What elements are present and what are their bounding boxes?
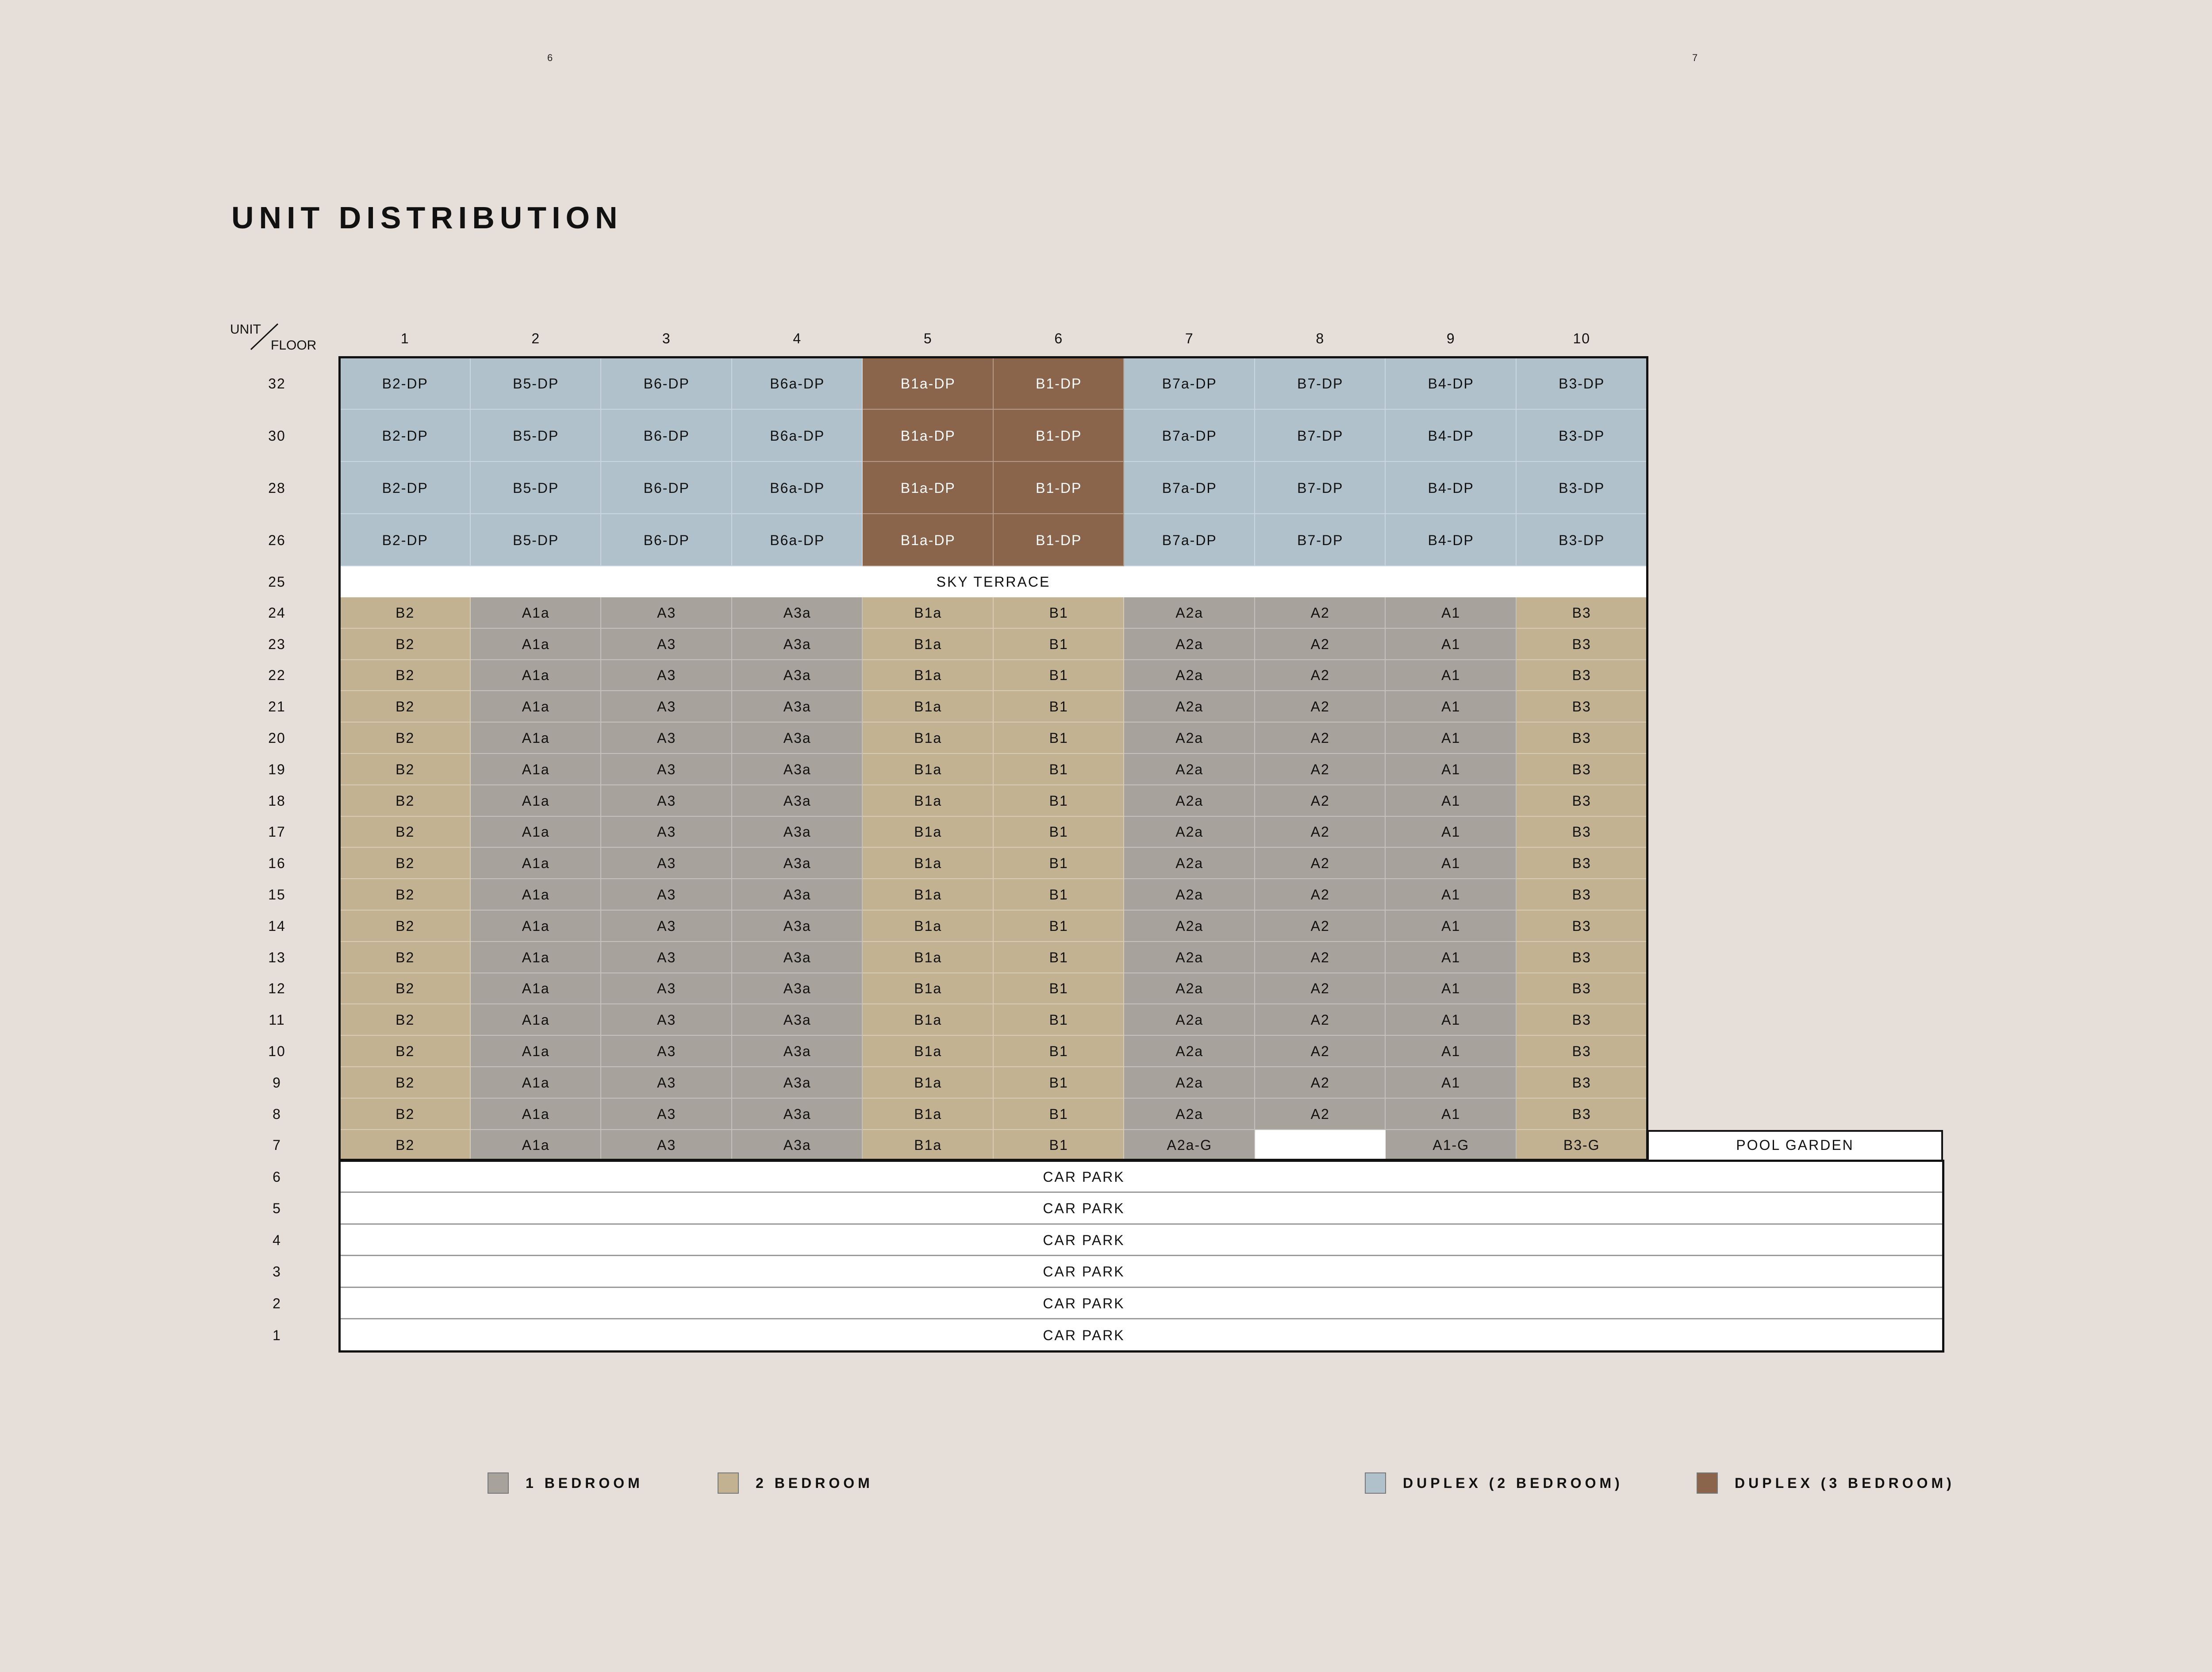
unit-label: A3a bbox=[783, 918, 811, 934]
column-header-4: 4 bbox=[793, 330, 802, 346]
unit-label: B5-DP bbox=[513, 375, 559, 392]
unit-label: A1a bbox=[522, 1106, 550, 1122]
unit-label: A3a bbox=[783, 824, 811, 840]
unit-label: B3 bbox=[1572, 887, 1591, 903]
unit-label: B1a bbox=[914, 761, 942, 777]
corner-unit-label: UNIT bbox=[230, 322, 261, 337]
floor-label-30: 30 bbox=[268, 427, 286, 444]
unit-label: B5-DP bbox=[513, 532, 559, 548]
unit-label: B3 bbox=[1572, 1012, 1591, 1028]
unit-label: A3 bbox=[657, 887, 676, 903]
page-number-right: 7 bbox=[1692, 52, 1698, 63]
unit-label: A1 bbox=[1441, 761, 1461, 777]
floor-label-9: 9 bbox=[273, 1074, 281, 1091]
unit-label: A2 bbox=[1310, 699, 1330, 715]
unit-label: A3a bbox=[783, 855, 811, 872]
unit-label: A2a bbox=[1175, 1043, 1204, 1060]
unit-label: B3 bbox=[1572, 1074, 1591, 1091]
unit-label: A3a bbox=[783, 1012, 811, 1028]
pool-garden-label: POOL GARDEN bbox=[1736, 1137, 1854, 1153]
car-park-label: CAR PARK bbox=[1043, 1232, 1125, 1248]
unit-label: B1a bbox=[914, 855, 942, 872]
unit-label: A2 bbox=[1310, 980, 1330, 997]
unit-label: A2a bbox=[1175, 792, 1204, 809]
unit-label: B1 bbox=[1049, 667, 1068, 684]
unit-label: B1a bbox=[914, 887, 942, 903]
unit-label: B2 bbox=[396, 792, 415, 809]
unit-label: B3 bbox=[1572, 1106, 1591, 1122]
page-number-left: 6 bbox=[547, 52, 553, 63]
unit-label: A1 bbox=[1441, 887, 1461, 903]
unit-label: B3-DP bbox=[1559, 427, 1605, 444]
unit-label: A2a bbox=[1175, 887, 1204, 903]
unit-label: A3a bbox=[783, 667, 811, 684]
unit-label: B7-DP bbox=[1297, 532, 1344, 548]
unit-label: B4-DP bbox=[1428, 480, 1474, 496]
unit-label: B2-DP bbox=[382, 480, 428, 496]
unit-label: B1 bbox=[1049, 1074, 1068, 1091]
unit-label: A3 bbox=[657, 604, 676, 621]
unit-label: A1a bbox=[522, 792, 550, 809]
unit-label: B2 bbox=[396, 980, 415, 997]
unit-label: B1a bbox=[914, 667, 942, 684]
unit-label: B2 bbox=[396, 949, 415, 965]
unit-label: A1a bbox=[522, 761, 550, 777]
unit-label: B1a bbox=[914, 1137, 942, 1153]
unit-label: B6-DP bbox=[643, 480, 690, 496]
unit-label: A1 bbox=[1441, 667, 1461, 684]
unit-label: A3 bbox=[657, 730, 676, 746]
unit-label: B7-DP bbox=[1297, 427, 1344, 444]
floor-label-24: 24 bbox=[268, 604, 286, 621]
unit-label: B7-DP bbox=[1297, 480, 1344, 496]
car-park-label: CAR PARK bbox=[1043, 1264, 1125, 1280]
unit-label: B6a-DP bbox=[770, 532, 825, 548]
unit-label: A3 bbox=[657, 1137, 676, 1153]
unit-label: A2 bbox=[1310, 887, 1330, 903]
floor-label-20: 20 bbox=[268, 730, 286, 746]
floor-label-4: 4 bbox=[273, 1232, 281, 1248]
unit-label: B1 bbox=[1049, 730, 1068, 746]
unit-label: A3a bbox=[783, 980, 811, 997]
car-park-label: CAR PARK bbox=[1043, 1327, 1125, 1343]
unit-label: B7a-DP bbox=[1162, 375, 1217, 392]
column-header-1: 1 bbox=[400, 330, 410, 346]
legend-label: 1 BEDROOM bbox=[526, 1475, 643, 1491]
legend-swatch bbox=[488, 1472, 509, 1494]
floor-label-19: 19 bbox=[268, 761, 286, 777]
unit-label: A2a bbox=[1175, 699, 1204, 715]
column-header-10: 10 bbox=[1573, 330, 1591, 346]
unit-label: A1 bbox=[1441, 824, 1461, 840]
unit-label: B3 bbox=[1572, 761, 1591, 777]
unit-label: B1 bbox=[1049, 792, 1068, 809]
unit-label: A2 bbox=[1310, 918, 1330, 934]
unit-label: A3a bbox=[783, 1074, 811, 1091]
legend-label: DUPLEX (2 BEDROOM) bbox=[1403, 1475, 1623, 1491]
unit-label: B3 bbox=[1572, 730, 1591, 746]
unit-label: A3 bbox=[657, 792, 676, 809]
unit-label: A3a bbox=[783, 887, 811, 903]
unit-label: B2-DP bbox=[382, 532, 428, 548]
unit-label: B1 bbox=[1049, 699, 1068, 715]
unit-label: B3-DP bbox=[1559, 532, 1605, 548]
unit-label: A3a bbox=[783, 1106, 811, 1122]
floor-label-10: 10 bbox=[268, 1043, 286, 1060]
unit-label: B1 bbox=[1049, 604, 1068, 621]
floor-label-11: 11 bbox=[269, 1012, 285, 1028]
unit-label: B1a bbox=[914, 949, 942, 965]
unit-label: A1a bbox=[522, 1043, 550, 1060]
unit-label: A3 bbox=[657, 636, 676, 652]
column-header-3: 3 bbox=[662, 330, 671, 346]
unit-label: A2a bbox=[1175, 604, 1204, 621]
unit-label: B6a-DP bbox=[770, 427, 825, 444]
unit-label: B2 bbox=[396, 667, 415, 684]
floor-label-18: 18 bbox=[268, 792, 286, 809]
floor-label-14: 14 bbox=[268, 918, 286, 934]
unit-label: A3 bbox=[657, 761, 676, 777]
unit-label: A2 bbox=[1310, 1074, 1330, 1091]
floor-label-13: 13 bbox=[268, 949, 286, 965]
unit-label: B3 bbox=[1572, 949, 1591, 965]
car-park-label: CAR PARK bbox=[1043, 1168, 1125, 1185]
unit-label: B1-DP bbox=[1036, 375, 1082, 392]
unit-label: A1a bbox=[522, 918, 550, 934]
unit-label: B3 bbox=[1572, 667, 1591, 684]
unit-label: B2 bbox=[396, 1106, 415, 1122]
unit-label: A2a bbox=[1175, 855, 1204, 872]
legend-item bbox=[488, 1472, 643, 1494]
unit-label: B1 bbox=[1049, 761, 1068, 777]
unit-label: B1 bbox=[1049, 1137, 1068, 1153]
unit-label: B4-DP bbox=[1428, 375, 1474, 392]
column-header-2: 2 bbox=[531, 330, 541, 346]
sky-terrace-label: SKY TERRACE bbox=[936, 573, 1051, 590]
unit-label: A3 bbox=[657, 667, 676, 684]
unit-label: A3 bbox=[657, 824, 676, 840]
unit-label: A2a bbox=[1175, 949, 1204, 965]
unit-label: A2a bbox=[1175, 1012, 1204, 1028]
unit-label: A2a bbox=[1175, 980, 1204, 997]
car-park-label: CAR PARK bbox=[1043, 1200, 1125, 1217]
unit-label: B1a bbox=[914, 636, 942, 652]
unit-label: B2 bbox=[396, 1012, 415, 1028]
unit-label: B1-DP bbox=[1036, 427, 1082, 444]
legend-swatch bbox=[1697, 1472, 1718, 1494]
unit-label: B1 bbox=[1049, 887, 1068, 903]
unit-label: A1 bbox=[1441, 1074, 1461, 1091]
unit-label: A2 bbox=[1310, 855, 1330, 872]
floor-label-28: 28 bbox=[268, 480, 286, 496]
unit-label: B2 bbox=[396, 604, 415, 621]
floor-label-15: 15 bbox=[268, 887, 286, 903]
unit-label: B3-G bbox=[1563, 1137, 1600, 1153]
unit-label: B1a bbox=[914, 1043, 942, 1060]
unit-label: A2 bbox=[1310, 667, 1330, 684]
unit-label: B1a bbox=[914, 1074, 942, 1091]
column-header-8: 8 bbox=[1316, 330, 1325, 346]
unit-label: A1 bbox=[1441, 730, 1461, 746]
unit-label: A1a bbox=[522, 699, 550, 715]
unit-label: A1a bbox=[522, 730, 550, 746]
unit-label: B2 bbox=[396, 855, 415, 872]
unit-label: A1a bbox=[522, 667, 550, 684]
unit-label: A1 bbox=[1441, 1012, 1461, 1028]
legend-swatch bbox=[1365, 1472, 1386, 1494]
unit-label: B1 bbox=[1049, 824, 1068, 840]
column-header-6: 6 bbox=[1054, 330, 1064, 346]
unit-label: B1 bbox=[1049, 980, 1068, 997]
unit-label: A2a bbox=[1175, 761, 1204, 777]
unit-label: A1 bbox=[1441, 604, 1461, 621]
floor-label-26: 26 bbox=[268, 532, 286, 548]
unit-label: A1 bbox=[1441, 636, 1461, 652]
unit-label: B1 bbox=[1049, 1043, 1068, 1060]
unit-label: A3a bbox=[783, 699, 811, 715]
unit-label: B2 bbox=[396, 1074, 415, 1091]
floor-label-25: 25 bbox=[268, 573, 286, 590]
unit-label: A2 bbox=[1310, 824, 1330, 840]
unit-label: A3a bbox=[783, 1043, 811, 1060]
unit-label: A1 bbox=[1441, 855, 1461, 872]
unit-label: B3-DP bbox=[1559, 480, 1605, 496]
unit-label: B5-DP bbox=[513, 427, 559, 444]
legend-label: DUPLEX (3 BEDROOM) bbox=[1735, 1475, 1955, 1491]
floor-label-2: 2 bbox=[273, 1295, 281, 1312]
corner-floor-label: FLOOR bbox=[271, 338, 317, 353]
floor-label-3: 3 bbox=[273, 1264, 281, 1280]
unit-label: B1a-DP bbox=[900, 532, 956, 548]
unit-label: B1a-DP bbox=[900, 480, 956, 496]
unit-label: B6-DP bbox=[643, 532, 690, 548]
legend-item bbox=[1697, 1472, 1955, 1494]
floor-label-8: 8 bbox=[273, 1106, 281, 1122]
floor-label-5: 5 bbox=[273, 1200, 281, 1217]
unit-label: B1a bbox=[914, 1106, 942, 1122]
unit-label: A1-G bbox=[1432, 1137, 1470, 1153]
unit-label: A1a bbox=[522, 824, 550, 840]
unit-label: A2a bbox=[1175, 824, 1204, 840]
legend-label: 2 BEDROOM bbox=[756, 1475, 873, 1491]
unit-label: A1a bbox=[522, 949, 550, 965]
unit-label: A1a bbox=[522, 1012, 550, 1028]
unit-label: A1 bbox=[1441, 949, 1461, 965]
unit-label: A2a bbox=[1175, 636, 1204, 652]
unit-label: A3 bbox=[657, 1106, 676, 1122]
unit-label: B1 bbox=[1049, 855, 1068, 872]
floor-label-21: 21 bbox=[268, 699, 286, 715]
unit-label: A3a bbox=[783, 792, 811, 809]
unit-label: B2 bbox=[396, 887, 415, 903]
floor-label-6: 6 bbox=[273, 1168, 281, 1185]
unit-label: A2a bbox=[1175, 667, 1204, 684]
unit-label: A2 bbox=[1310, 1106, 1330, 1122]
floor-label-23: 23 bbox=[268, 636, 286, 652]
unit-label: A1a bbox=[522, 1074, 550, 1091]
unit-label: B1 bbox=[1049, 949, 1068, 965]
unit-label: A1a bbox=[522, 636, 550, 652]
unit-label: B4-DP bbox=[1428, 532, 1474, 548]
unit-label: A2 bbox=[1310, 949, 1330, 965]
unit-label: A2a bbox=[1175, 1074, 1204, 1091]
unit-label: B3 bbox=[1572, 1043, 1591, 1060]
unit-label: A3 bbox=[657, 855, 676, 872]
unit-label: B1a bbox=[914, 980, 942, 997]
unit-label: B1a bbox=[914, 918, 942, 934]
legend-item bbox=[718, 1472, 873, 1494]
unit-cell bbox=[1255, 1130, 1386, 1161]
unit-label: A2 bbox=[1310, 730, 1330, 746]
unit-label: B4-DP bbox=[1428, 427, 1474, 444]
unit-label: A2a bbox=[1175, 918, 1204, 934]
unit-label: A3 bbox=[657, 1012, 676, 1028]
unit-label: A1a bbox=[522, 980, 550, 997]
unit-label: A2a bbox=[1175, 730, 1204, 746]
unit-label: B1a-DP bbox=[900, 427, 956, 444]
unit-label: A3a bbox=[783, 1137, 811, 1153]
unit-label: B2 bbox=[396, 761, 415, 777]
unit-label: A1a bbox=[522, 604, 550, 621]
unit-label: A3a bbox=[783, 636, 811, 652]
unit-label: B1 bbox=[1049, 918, 1068, 934]
unit-label: A1 bbox=[1441, 792, 1461, 809]
unit-label: B1-DP bbox=[1036, 480, 1082, 496]
unit-label: B2 bbox=[396, 636, 415, 652]
unit-label: B6-DP bbox=[643, 427, 690, 444]
unit-label: A1a bbox=[522, 887, 550, 903]
unit-label: B3 bbox=[1572, 855, 1591, 872]
unit-label: B7a-DP bbox=[1162, 427, 1217, 444]
unit-label: A1a bbox=[522, 855, 550, 872]
floor-label-16: 16 bbox=[268, 855, 286, 872]
column-header-7: 7 bbox=[1185, 330, 1194, 346]
unit-label: B3 bbox=[1572, 792, 1591, 809]
car-park-label: CAR PARK bbox=[1043, 1295, 1125, 1312]
floor-label-7: 7 bbox=[273, 1137, 281, 1153]
unit-label: B2 bbox=[396, 730, 415, 746]
unit-label: B1a bbox=[914, 792, 942, 809]
unit-label: B6-DP bbox=[643, 375, 690, 392]
unit-label: B7-DP bbox=[1297, 375, 1344, 392]
unit-label: A2a bbox=[1175, 1106, 1204, 1122]
unit-label: B1a bbox=[914, 730, 942, 746]
unit-label: A2 bbox=[1310, 792, 1330, 809]
unit-label: B3 bbox=[1572, 980, 1591, 997]
unit-label: A1 bbox=[1441, 1106, 1461, 1122]
unit-label: B2-DP bbox=[382, 427, 428, 444]
unit-label: B2 bbox=[396, 1043, 415, 1060]
unit-label: B1a bbox=[914, 699, 942, 715]
unit-label: B1a bbox=[914, 824, 942, 840]
unit-label: B1-DP bbox=[1036, 532, 1082, 548]
unit-label: B3 bbox=[1572, 636, 1591, 652]
unit-label: B2 bbox=[396, 699, 415, 715]
floor-label-32: 32 bbox=[268, 375, 286, 392]
floor-label-12: 12 bbox=[268, 980, 286, 997]
unit-label: A2 bbox=[1310, 1043, 1330, 1060]
unit-label: A3 bbox=[657, 699, 676, 715]
unit-label: A1 bbox=[1441, 1043, 1461, 1060]
legend-swatch bbox=[718, 1472, 739, 1494]
unit-label: B1a bbox=[914, 1012, 942, 1028]
unit-label: A1 bbox=[1441, 980, 1461, 997]
unit-label: A2 bbox=[1310, 604, 1330, 621]
unit-label: B3 bbox=[1572, 604, 1591, 621]
unit-label: B2 bbox=[396, 824, 415, 840]
unit-label: B3 bbox=[1572, 918, 1591, 934]
page-title: UNIT DISTRIBUTION bbox=[231, 200, 623, 235]
unit-label: B5-DP bbox=[513, 480, 559, 496]
unit-label: B2 bbox=[396, 1137, 415, 1153]
unit-label: A3 bbox=[657, 949, 676, 965]
unit-label: A3a bbox=[783, 604, 811, 621]
column-header-9: 9 bbox=[1446, 330, 1455, 346]
unit-label: B1a-DP bbox=[900, 375, 956, 392]
unit-label: B1 bbox=[1049, 1106, 1068, 1122]
floor-label-17: 17 bbox=[268, 824, 286, 840]
unit-label: B3-DP bbox=[1559, 375, 1605, 392]
unit-label: A3a bbox=[783, 761, 811, 777]
unit-label: A2 bbox=[1310, 1012, 1330, 1028]
floor-label-22: 22 bbox=[268, 667, 286, 684]
unit-label: A3 bbox=[657, 1043, 676, 1060]
unit-label: A2 bbox=[1310, 761, 1330, 777]
unit-label: A3 bbox=[657, 1074, 676, 1091]
unit-label: B1a bbox=[914, 604, 942, 621]
unit-label: B6a-DP bbox=[770, 375, 825, 392]
unit-label: B2-DP bbox=[382, 375, 428, 392]
unit-label: A2 bbox=[1310, 636, 1330, 652]
unit-label: A3 bbox=[657, 980, 676, 997]
unit-label: B7a-DP bbox=[1162, 480, 1217, 496]
unit-label: A3 bbox=[657, 918, 676, 934]
unit-label: B1 bbox=[1049, 1012, 1068, 1028]
unit-label: A3a bbox=[783, 730, 811, 746]
unit-label: A1a bbox=[522, 1137, 550, 1153]
unit-label: B1 bbox=[1049, 636, 1068, 652]
floor-label-1: 1 bbox=[273, 1327, 281, 1343]
legend-item bbox=[1365, 1472, 1623, 1494]
column-header-5: 5 bbox=[923, 330, 933, 346]
unit-label: A3a bbox=[783, 949, 811, 965]
unit-label: B3 bbox=[1572, 699, 1591, 715]
unit-label: B3 bbox=[1572, 824, 1591, 840]
unit-label: A1 bbox=[1441, 918, 1461, 934]
unit-label: A1 bbox=[1441, 699, 1461, 715]
unit-label: B6a-DP bbox=[770, 480, 825, 496]
unit-label: B7a-DP bbox=[1162, 532, 1217, 548]
unit-label: A2a-G bbox=[1167, 1137, 1212, 1153]
unit-label: B2 bbox=[396, 918, 415, 934]
